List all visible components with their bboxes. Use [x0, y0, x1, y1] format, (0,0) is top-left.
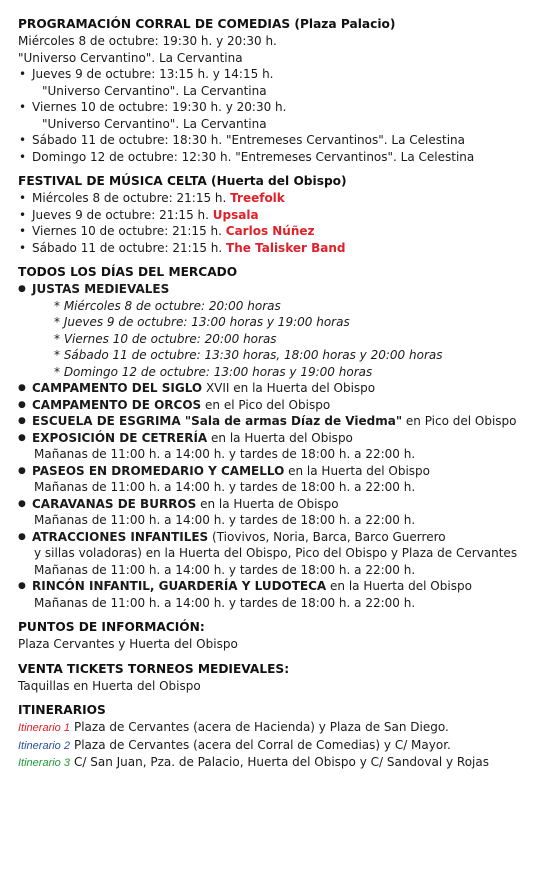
- justas-date: * Jueves 9 de octubre: 13:00 horas y 19:00 horas: [54, 315, 350, 329]
- corral-line-1b: "Universo Cervantino". La Cervantina: [18, 50, 243, 65]
- itinerario-row: [18, 719, 548, 737]
- corral-item-5: • Domingo 12 de octubre: 12:30 h. "Entremeses Cervantinos". La Celestina: [18, 149, 548, 166]
- cetreria-label: EXPOSICIÓN DE CETRERÍA: [32, 430, 208, 445]
- corral-item-3: • Viernes 10 de octubre: 19:30 h. y 20:30 h.: [18, 99, 548, 116]
- caravanas-label: CARAVANAS DE BURROS: [32, 496, 197, 511]
- itinerario-tag: Itinerario 2: [18, 739, 70, 752]
- campamento-orcos-label: CAMPAMENTO DE ORCOS: [32, 397, 202, 412]
- atracciones-item: [18, 529, 548, 546]
- justas-date: * Domingo 12 de octubre: 13:00 horas y 19:00 horas: [54, 364, 373, 379]
- itinerario-text: Plaza de Cervantes (acera del Corral de Comedias) y C/ Mayor.: [73, 737, 451, 752]
- celta-band: Carlos Núñez: [225, 224, 315, 238]
- justas-label: JUSTAS MEDIEVALES: [32, 282, 170, 296]
- rincon-place: en la Huerta del Obispo: [326, 579, 472, 593]
- corral-section: [18, 16, 548, 165]
- corral-title: PROGRAMACIÓN CORRAL DE COMEDIAS (Plaza Palacio): [18, 17, 396, 31]
- paseos-horario: Mañanas de 11:00 h. a 14:00 h. y tardes de 18:00 h. a 22:00 h.: [34, 480, 416, 494]
- esgrima-label: ESCUELA DE ESGRIMA "Sala de armas Díaz de Viedma": [32, 414, 403, 428]
- caravanas-horario: Mañanas de 11:00 h. a 14:00 h. y tardes de 18:00 h. a 22:00 h.: [34, 513, 416, 527]
- celta-item: [18, 190, 548, 207]
- corral-item-4: • Sábado 11 de octubre: 18:30 h. "Entremeses Cervantinos". La Celestina: [18, 132, 548, 149]
- rincon-item: [18, 578, 548, 595]
- atracciones-detail-2: y sillas voladoras) en la Huerta del Obispo, Pico del Obispo y Plaza de Cervantes: [34, 546, 518, 560]
- caravanas-place: en la Huerta de Obispo: [196, 496, 339, 511]
- itinerario-row: [18, 737, 548, 755]
- tickets-title: VENTA TICKETS TORNEOS MEDIEVALES:: [18, 661, 290, 676]
- campamento-siglo-label: CAMPAMENTO DEL SIGLO: [32, 381, 203, 395]
- justas-date: * Miércoles 8 de octubre: 20:00 horas: [54, 298, 281, 313]
- justas-item: [18, 281, 548, 298]
- celta-item: [18, 223, 548, 240]
- cetreria-place: en la Huerta del Obispo: [207, 430, 353, 445]
- atracciones-horario: Mañanas de 11:00 h. a 14:00 h. y tardes de 18:00 h. a 22:00 h.: [34, 562, 416, 577]
- atracciones-detail: (Tiovivos, Noria, Barca, Barco Guerrero: [208, 529, 446, 544]
- celta-band: Upsala: [212, 207, 259, 222]
- celta-date: Sábado 11 de octubre: 21:15 h.: [32, 240, 223, 255]
- cetreria-horario: Mañanas de 11:00 h. a 14:00 h. y tardes de 18:00 h. a 22:00 h.: [34, 447, 416, 461]
- itinerarios-title: ITINERARIOS: [18, 703, 106, 717]
- campamento-siglo-item: [18, 380, 548, 397]
- paseos-label: PASEOS EN DROMEDARIO Y CAMELLO: [32, 463, 285, 478]
- rincon-label: RINCÓN INFANTIL, GUARDERÍA Y LUDOTECA: [32, 579, 327, 593]
- info-text: Plaza Cervantes y Huerta del Obispo: [18, 637, 238, 651]
- esgrima-place: en Pico del Obispo: [402, 414, 517, 428]
- atracciones-label: ATRACCIONES INFANTILES: [32, 529, 209, 544]
- corral-item-2: • Jueves 9 de octubre: 13:15 h. y 14:15 h.: [18, 66, 548, 83]
- celta-section: [18, 173, 548, 256]
- paseos-item: [18, 463, 548, 480]
- corral-item-2b: "Universo Cervantino". La Cervantina: [42, 83, 267, 98]
- itinerario-text: C/ San Juan, Pza. de Palacio, Huerta del Obispo y C/ Sandoval y Rojas: [73, 755, 489, 769]
- celta-item: [18, 240, 548, 257]
- program-document: [18, 16, 548, 772]
- corral-item-3b: "Universo Cervantino". La Cervantina: [42, 116, 267, 131]
- celta-item: [18, 207, 548, 224]
- celta-date: Jueves 9 de octubre: 21:15 h.: [32, 207, 209, 222]
- mercado-title: TODOS LOS DÍAS DEL MERCADO: [18, 265, 238, 279]
- itinerario-tag: Itinerario 3: [18, 757, 70, 769]
- celta-band: Treefolk: [230, 191, 285, 205]
- celta-band: The Talisker Band: [226, 240, 346, 255]
- itinerarios-section: [18, 702, 548, 772]
- itinerario-text: Plaza de Cervantes (acera de Hacienda) y Plaza de San Diego.: [73, 720, 449, 734]
- info-section: [18, 619, 548, 653]
- cetreria-item: [18, 430, 548, 447]
- info-title: PUNTOS DE INFORMACIÓN:: [18, 620, 205, 634]
- itinerario-row: [18, 754, 548, 772]
- esgrima-item: [18, 413, 548, 430]
- campamento-orcos-item: [18, 397, 548, 414]
- justas-date: * Sábado 11 de octubre: 13:30 horas, 18:00 horas y 20:00 horas: [54, 348, 443, 362]
- celta-date: Viernes 10 de octubre: 21:15 h.: [32, 224, 222, 238]
- celta-title: FESTIVAL DE MÚSICA CELTA (Huerta del Obispo): [18, 174, 347, 188]
- campamento-orcos-place: en el Pico del Obispo: [201, 397, 331, 412]
- tickets-text: Taquillas en Huerta del Obispo: [18, 678, 201, 693]
- corral-line-1: Miércoles 8 de octubre: 19:30 h. y 20:30 h.: [18, 34, 277, 48]
- justas-date: * Viernes 10 de octubre: 20:00 horas: [54, 331, 277, 346]
- campamento-siglo-place: XVII en la Huerta del Obispo: [202, 381, 376, 395]
- caravanas-item: [18, 496, 548, 513]
- rincon-horario: Mañanas de 11:00 h. a 14:00 h. y tardes de 18:00 h. a 22:00 h.: [34, 595, 416, 610]
- mercado-section: [18, 264, 548, 611]
- paseos-place: en la Huerta del Obispo: [284, 463, 431, 478]
- itinerario-tag: Itinerario 1: [18, 722, 70, 734]
- celta-date: Miércoles 8 de octubre: 21:15 h.: [32, 191, 227, 205]
- tickets-section: [18, 661, 548, 695]
